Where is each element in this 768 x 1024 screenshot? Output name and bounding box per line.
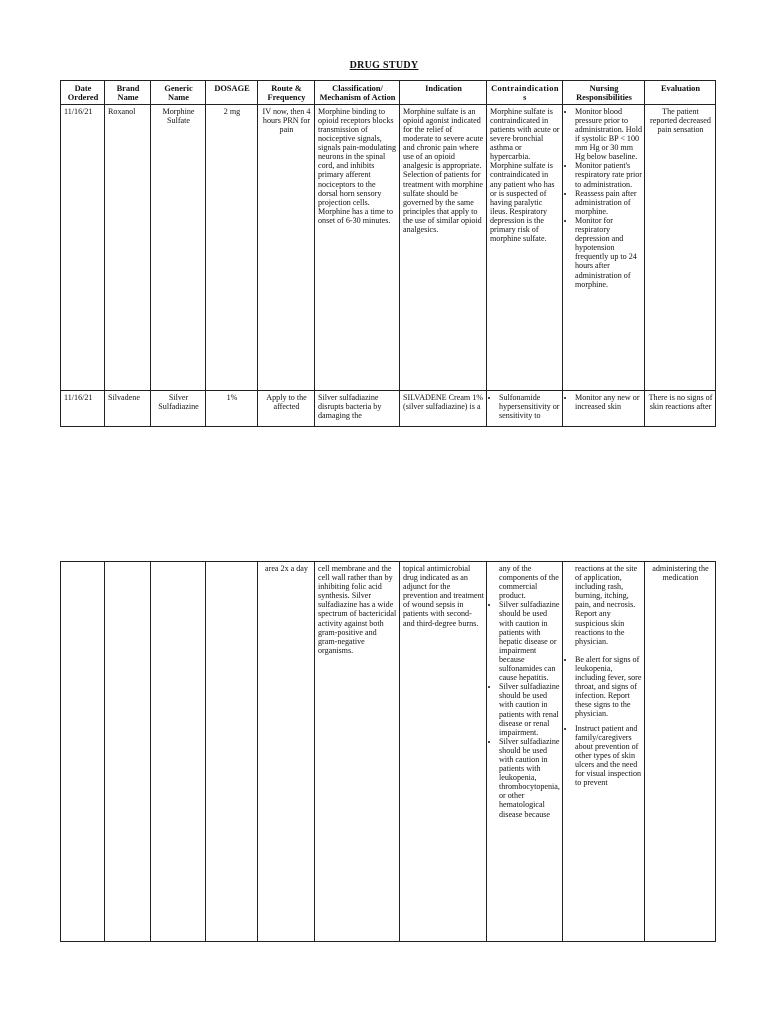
list-item: • Instruct patient and family/caregivers about prevention of other types of skin ulcers and the need for visual inspection to prevent — [575, 724, 642, 788]
table-row — [61, 104, 716, 390]
classification-cell: Silver sulfadiazine disrupts bacteria by damaging the — [315, 390, 400, 426]
nursing-list — [566, 107, 642, 289]
date-cell: 11/16/21 — [61, 104, 105, 390]
page-title: DRUG STUDY — [349, 60, 419, 71]
table-row — [61, 562, 716, 942]
date-cell: 11/16/21 — [61, 390, 105, 426]
header-row — [61, 81, 716, 105]
indication-cell: topical antimicrobial drug indicated as an adjunct for the prevention and treatment of wound sepsis in patients with second- and third-degree burns. — [400, 562, 487, 942]
contraindication-lead: any of the components of the commercial product. — [499, 564, 559, 601]
classification-cell: cell membrane and the cell wall rather than by inhibiting folic acid synthesis. Silver sulfadiazine has a wide spectrum of bactericidal activity against both gram-positive and gram-negative organisms. — [315, 562, 400, 942]
nursing-cell — [563, 104, 645, 390]
dosage-cell: 2 mg — [206, 104, 258, 390]
list-item: • Monitor any new or increased skin — [575, 393, 642, 411]
list-item: • Monitor patient's respiratory rate prior to administration. — [575, 161, 642, 188]
evaluation-cell: administering the medication — [645, 562, 716, 942]
nursing-cell — [563, 562, 645, 942]
contraindications-cell — [487, 562, 563, 942]
header-brand: Brand Name — [105, 81, 151, 105]
list-item: • Silver sulfadiazine should be used with caution in patients with hepatic disease or impairment because sulfonamides can cause hepatitis. — [499, 600, 560, 682]
list-item: • Monitor for respiratory depression and hypotension frequently up to 24 hours after administration of morphine. — [575, 216, 642, 289]
header-indication: Indication — [400, 81, 487, 105]
indication-cell: Morphine sulfate is an opioid agonist indicated for the relief of moderate to severe acute and chronic pain where use of an opioid analgesic is appropriate. Selection of patients for treatment with morphine sulfate should be governed by the same principles that apply to the use of similar opioid analgesics. — [400, 104, 487, 390]
header-generic: Generic Name — [151, 81, 206, 105]
indication-cell: SILVADENE Cream 1% (silver sulfadiazine) is a — [400, 390, 487, 426]
brand-cell: Roxanol — [105, 104, 151, 390]
contraindications-cell: Morphine sulfate is contraindicated in patients with acute or severe bronchial asthma or hypercarbia. Morphine sulfate is contraindicated in any patient who has or is suspected of having paralytic ileus. Respiratory depression is the primary risk of morphine sulfate. — [487, 104, 563, 390]
contraindications-list — [490, 600, 560, 818]
list-item: • Monitor blood pressure prior to administration. Hold if systolic BP < 100 mm Hg or 30 mm Hg below baseline. — [575, 107, 642, 162]
list-item: • Be alert for signs of leukopenia, including fever, sore throat, and signs of infection. Report these signs to the physician. — [575, 655, 642, 719]
route-cell: area 2x a day — [258, 562, 315, 942]
nursing-lead: reactions at the site of application, including rash, burning, itching, pain, and necrosis. Report any suspicious skin reactions to the physician. — [575, 564, 638, 646]
generic-cell: Morphine Sulfate — [151, 104, 206, 390]
list-item: • Reassess pain after administration of morphine. — [575, 189, 642, 216]
table-row — [61, 390, 716, 426]
header-contraindications: Contraindications — [487, 81, 563, 105]
drug-study-table — [60, 80, 716, 427]
evaluation-cell: The patient reported decreased pain sensation — [645, 104, 716, 390]
generic-cell: Silver Sulfadiazine — [151, 390, 206, 426]
header-dosage: DOSAGE — [206, 81, 258, 105]
header-route: Route & Frequency — [258, 81, 315, 105]
brand-cell — [105, 562, 151, 942]
header-classification: Classification/ Mechanism of Action — [315, 81, 400, 105]
classification-cell: Morphine binding to opioid receptors blocks transmission of nociceptive signals, signals pain-modulating neurons in the spinal cord, and inhibits primary afferent nociceptors to the dorsal horn sensory projection cells. Morphine has a time to onset of 6-30 minutes. — [315, 104, 400, 390]
header-nursing: Nursing Responsibilities — [563, 81, 645, 105]
dosage-cell: 1% — [206, 390, 258, 426]
list-item: • Silver sulfadiazine should be used with caution in patients with leukopenia, thrombocytopenia, or other hematological disease because — [499, 737, 560, 819]
list-item: • Silver sulfadiazine should be used with caution in patients with renal disease or renal impairment. — [499, 682, 560, 737]
brand-cell: Silvadene — [105, 390, 151, 426]
nursing-cell — [563, 390, 645, 426]
drug-study-table-continued — [60, 561, 716, 942]
generic-cell — [151, 562, 206, 942]
date-cell — [61, 562, 105, 942]
route-cell: IV now, then 4 hours PRN for pain — [258, 104, 315, 390]
header-evaluation: Evaluation — [645, 81, 716, 105]
contraindications-cell — [487, 390, 563, 426]
list-item: • Sulfonamide hypersensitivity or sensitivity to — [499, 393, 560, 420]
dosage-cell — [206, 562, 258, 942]
nursing-list — [566, 655, 642, 787]
route-cell: Apply to the affected — [258, 390, 315, 426]
evaluation-cell: There is no signs of skin reactions after — [645, 390, 716, 426]
header-date: Date Ordered — [61, 81, 105, 105]
